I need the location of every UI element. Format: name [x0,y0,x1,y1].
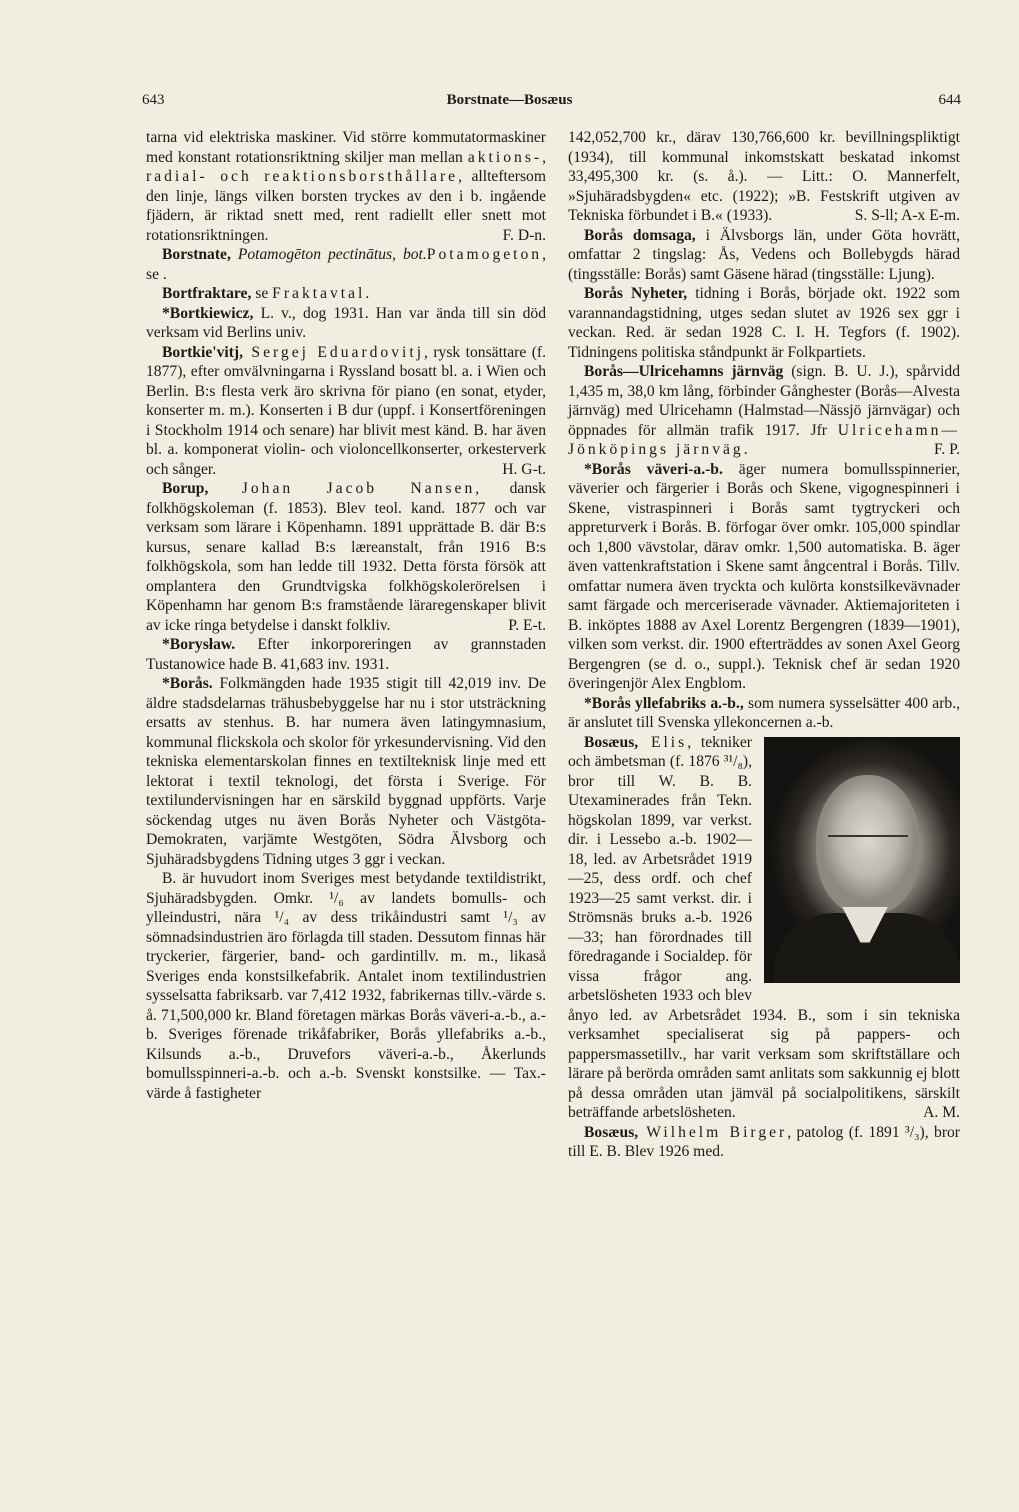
right-column [568,128,960,1162]
entry-text: , rysk tonsättare (f. 1877), efter omvälvningarna i Ryssland bosatt bl. a. i Wien och Berlin. B:s flesta verk äro skrivna för piano (en sonat, etyder, konserter m. m.). Konserten i B dur (uppf. i Konsertföreningen i Stockholm 1914 och senare) har blivit mest känd. B. har även bl. a. komponerat violin- och violoncellkonserter, orkesterverk och sånger. [146,343,546,478]
spaced-term: aktions- [467,148,543,166]
headword: Borstnate, [162,246,231,263]
author-signature: A. M. [923,1104,960,1121]
latin-name: Potamogēton pectinātus, bot. [237,246,427,263]
entry-text: , se [146,246,546,283]
entry-text: B. är huvudort inom Sveriges mest betydande textildistrikt, Sjuhäradsbygden. Omkr. ¹/₆ av landets bomulls- och ylleindustri, nära ¹/₄ av dess trikåindustri samt ¹/₃ av sömnadsindustrien äro förlagda till staden. Dessutom finnas här tryckerier, färgerier, band- och gardintillv. m. m., likaså Sveriges enda konstsilkefabrik. Antalet inom textilindustrien sysselsatta fabriksarb. var 7,412 1932, fabrikernas tillv.-värde s. å. 71,500,000 kr. Bland företagen märkas Borås väveri-a.-b., a.-b. Sveriges förenade trikåfabriker, Borås yllefabriks a.-b., Kilsunds a.-b., Druvefors väveri-a.-b., Åkerlunds bomullsspinneri-a.-b. och a.-b. Svenskt konstsilke. — Tax.-värde å fastigheter [146,870,546,1102]
article-entry [568,733,960,1123]
page-number-left: 643 [142,92,165,108]
article-entry [568,694,960,733]
entry-text: . [162,265,167,283]
entry-text: L. v., dog 1931. Han var ända till sin död verksam vid Berlins univ. [146,304,546,341]
headword: Borås Nyheter, [584,285,688,302]
entry-text: tarna vid elektriska maskiner. Vid större kommutatormaskiner med konstant rotationsriktning skiljer man mellan [146,129,546,166]
entry-text: tidning i Borås, började okt. 1922 som varannandagstidning, utges sedan slutet av 1926 sex ggr i veckan. Red. är sedan 1928 C. I. H. Tegfors (f. 1902). Tidningens politiska ståndpunkt är Folkpartiets. [568,285,960,361]
headword: *Borysław. [162,636,236,653]
entry-text: i Älvsborgs län, under Göta hovrätt, omfattar 2 tingslag: Ås, Vedens och Bollebygds härad (tingsställe: Borås) samt Gäsene härad (tingsställe: Ljung). [568,226,960,283]
entry-text: äger numera bomullsspinnerier, väverier och färgerier i Borås och Skene, vigognespinneri i Skene, vistraspinneri i Borås samt tygtryckeri och appreturverk i Borås. B. förfogar över omkr. 105,000 spindlar och 1,800 vävstolar, därav omkr. 1,500 automatiska. B. äger även vattenkraftstation i Skene samt ångcentral i Borås. Tillv. omfattar numera även tryckta och kulörta konstsilkevävnader samt färgade och merceriserade vävnader. Aktiemajoriteten i B. inköptes 1888 av Axel Lorentz Bergengren (1839—1901), vilken som verkst. dir. 1900 efterträddes av sonen Axel Georg Bergengren (se d. o., suppl.). Teknisk chef är sedan 1920 överingenjör Alex Engblom. [568,460,960,692]
headword: Borås domsaga, [584,226,696,244]
entry-text: , tekniker och ämbetsman (f. 1876 ³¹/₈), bror till W. B. B. Utexaminerades från Tekn. högskolan 1899, var verkst. dir. i Lessebo a.-b. 1902—18, led. av Arbetsrådet 1919—25, dess ordf. och chef 1923—25 samt verkst. dir. i Strömsnäs bruks a.-b. 1926—33; han förordnades till föredragande i Socialdep. för vissa frågor ang. arbetslösheten 1933 och blev ånyo led. av Arbetsrådet 1934. B., som i sin tekniska verksamhet specialiserat sig på pappers- och pappersmassetillv., har varit verksam som skriftställare och lärare på berörda områden samt anlitats som sakkunnig ej blott på dessa områden utan jämväl på socialpolitikens, särskilt beträffande arbetslösheten. [568,733,960,1121]
headword: *Bortkiewicz, [162,304,254,322]
entry-text: som numera sysselsätter 400 arb., är anslutet till Svenska yllekoncernen a.-b. [568,694,960,731]
headword: Bortfraktare, [162,285,252,302]
article-entry [146,479,546,635]
running-title: Borstnate—Bosæus [446,92,573,108]
article-entry [146,304,546,343]
article-entry [568,284,960,362]
spaced-name: Elis [638,733,688,751]
left-column [146,128,546,1103]
spaced-name: Potamogeton [426,246,543,263]
headword: Bosæus, [584,1123,639,1141]
headword: *Borås. [162,675,213,692]
headword: Borås—Ulricehamns järnväg [584,363,784,380]
spaced-term: radial- och reaktionsborsthållare [146,168,459,185]
entry-text: Efter inkorporeringen av grannstaden Tustanowice hade B. 41,683 inv. 1931. [146,636,546,673]
entry-text: , allteftersom den linje, längs vilken borsten tryckes av den i b. ingående fjädern, är riktad snett med, rent radiellt eller snett mot rotationsriktningen. [146,168,546,244]
headword: Bosæus, [584,733,639,751]
article-entry [146,128,546,245]
entry-text: , patolog (f. 1891 ³/₃), bror till E. B. Blev 1926 med. [568,1123,960,1160]
article-entry [146,674,546,869]
article-entry [568,128,960,226]
entry-text: Folkmängden hade 1935 stigit till 42,019 inv. De äldre stadsdelarnas trähusbebyggelse har nu i stor utsträckning ersatts av stenhus. B. har numera även latingymnasium, kommunal flickskola och skolor för yrkesundervisning. Vid den tekniska elementarskolan finnes en textilteknisk linje med ett lektorat i textil teknologi, det första i Sverige. För textilundervisningen har en särskild byggnad uppförts. Varje söckendag utges nu även Borås Nyheter och Västgöta-Demokraten, varjämte Westgöten, Södra Älvsborg och Sjuhäradsbygdens Tidning utges 3 ggr i veckan. [146,675,546,868]
cross-reference: Fraktavtal [272,285,366,302]
entry-text: , [542,148,546,166]
author-signature: S. S-ll; A-x E-m. [854,207,960,224]
author-signature: P. E-t. [508,616,546,634]
entry-text: 142,052,700 kr., därav 130,766,600 kr. bevillningspliktigt (1934), till kommunal inkomstskatt beskatad inkomst 33,495,300 kr. (s. å.). — Litt.: O. Mannerfelt, »Sjuhäradsbygden« etc. (1922); »B. Festskrift utgiven av Tekniska förbundet i B.« (1933). [568,129,960,224]
author-signature: F. D-n. [502,226,546,244]
headword: Bortkie'vitj, [162,343,243,361]
article-entry [146,343,546,480]
article-entry [568,226,960,285]
cross-reference: Ulricehamn—Jönköpings järnväg [568,421,960,458]
headword: *Borås yllefabriks a.-b., [584,694,744,712]
entry-text: . [743,441,748,458]
spaced-name: Johan Jacob Nansen [208,480,476,497]
author-signature: H. G-t. [502,460,546,478]
article-entry [146,284,546,304]
page-number-right: 644 [938,92,961,108]
portrait-photo [764,737,960,983]
article-entry [568,362,960,460]
headword: *Borås väveri-a.-b. [584,460,723,478]
entry-text: . [365,285,370,302]
spaced-name: Wilhelm Birger [638,1123,788,1141]
headword: Borup, [162,480,209,497]
entry-text: , dansk folkhögskoleman (f. 1853). Blev teol. kand. 1877 och var verksam som lärare i Köpenhamn. 1891 upprättade B. där B:s kursus, senare kallad B:s læreanstalt, från 1916 B:s folkhögskola, som han ledde till 1932. Detta första försök att omplantera den Grundtvigska folkhögskolerörelsen i Köpenhamn har genom B:s framstående läraregenskaper blivit av icke ringa betydelse i danskt folkliv. [146,480,546,634]
article-entry [568,460,960,694]
author-signature: F. P. [933,441,960,458]
entry-text: se [251,285,273,302]
article-entry [568,1123,960,1162]
article-entry [146,245,546,284]
article-entry [146,635,546,674]
entry-text: (sign. B. U. J.), spårvidd 1,435 m, 38,0 km lång, förbinder Gånghester (Borås—Alvesta järnväg) med Ulricehamn (Halmstad—Nässjö järnvägar) och öppnades för allmän trafik 1917. Jfr [568,363,960,439]
spaced-name: Sergej Eduardovitj [242,343,425,361]
article-entry [146,869,546,1103]
